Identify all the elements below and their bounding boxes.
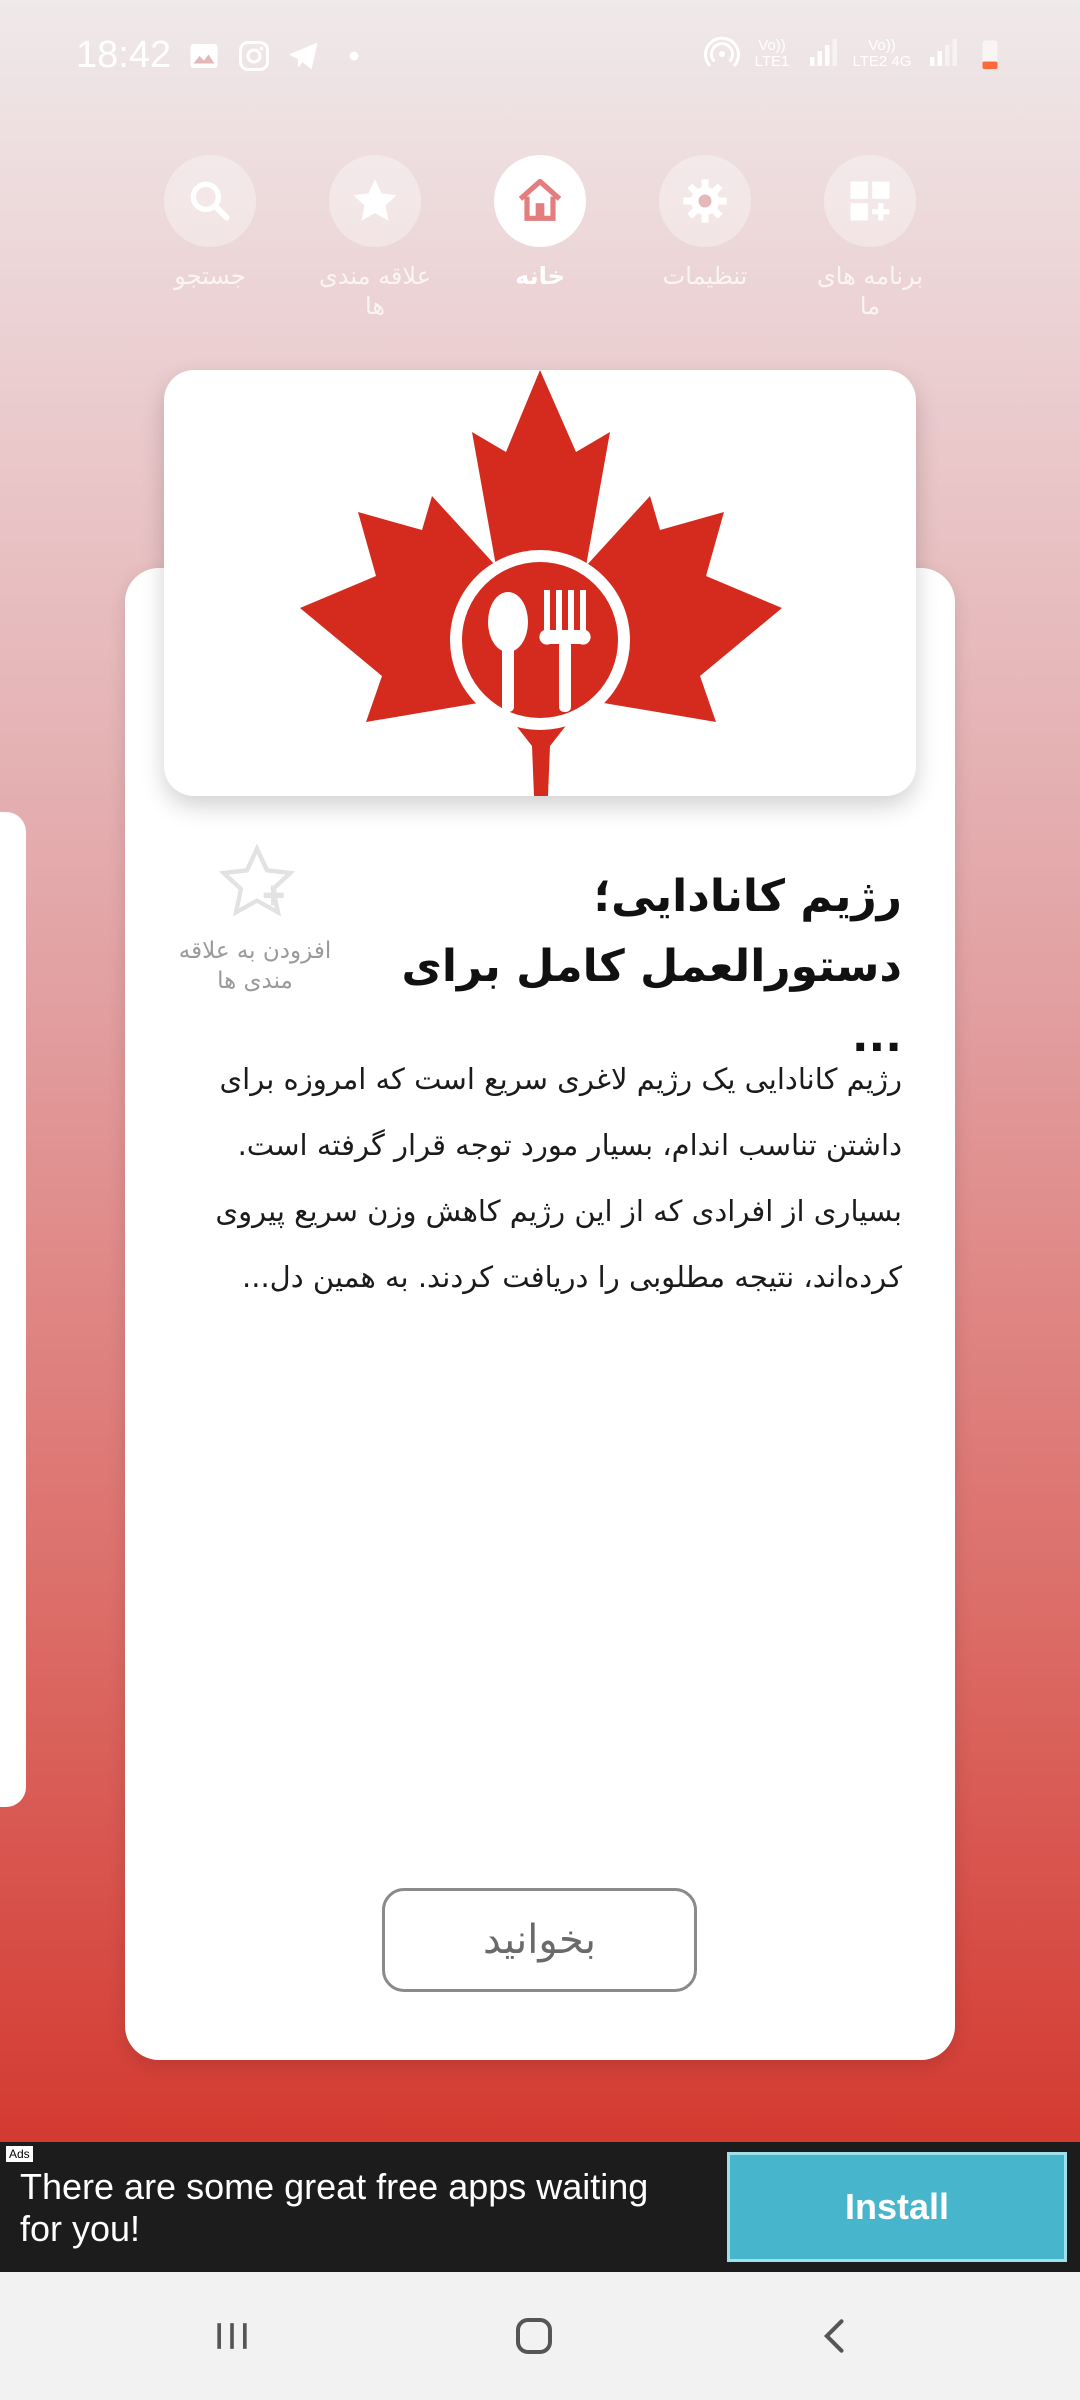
gallery-icon <box>186 38 222 74</box>
instagram-icon <box>236 38 272 74</box>
home-icon <box>514 175 566 227</box>
gear-icon <box>679 175 731 227</box>
sim1-network: Vo)) LTE1 <box>754 37 790 70</box>
back-chevron-icon <box>814 2314 858 2358</box>
nav-item-search[interactable] <box>150 155 270 335</box>
nav-label-our-apps: برنامه های ما <box>816 262 924 320</box>
nav-item-our-apps[interactable] <box>810 155 930 335</box>
add-favorite-star-icon[interactable] <box>217 842 297 922</box>
signal-icon-2 <box>924 36 960 72</box>
home-button[interactable] <box>502 2304 566 2368</box>
top-navigation <box>150 155 930 335</box>
ad-install-button[interactable]: Install <box>727 2152 1067 2262</box>
nav-item-favorites[interactable] <box>315 155 435 335</box>
ad-banner[interactable] <box>0 2142 1080 2272</box>
dot-icon <box>336 38 372 74</box>
search-icon <box>185 176 235 226</box>
article-title-line1: رژیم کانادایی؛ <box>593 871 902 922</box>
nav-label-settings: تنظیمات <box>662 262 748 290</box>
star-icon <box>349 175 401 227</box>
add-favorite-label[interactable]: افزودن به علاقه مندی ها <box>178 938 332 994</box>
ad-tag: Ads <box>6 2146 33 2162</box>
back-button[interactable] <box>804 2304 868 2368</box>
battery-icon <box>972 36 1008 72</box>
status-notification-icons <box>186 38 372 74</box>
status-time: 18:42 <box>76 34 172 76</box>
ad-text[interactable]: There are some great free apps waiting for you! <box>20 2166 649 2249</box>
article-excerpt: رژیم کانادایی یک رژیم لاغری سریع است که امروزه برای داشتن تناسب اندام، بسیار مورد توجه قرار گرفته است. بسیاری از افرادی که از این رژیم کاهش وزن سریع پیروی کرده‌اند، نتیجه مطلوبی را دریافت کردند. به همین دل... <box>215 1062 902 1294</box>
system-navigation-bar <box>0 2272 1080 2400</box>
maple-leaf-food-logo <box>164 370 916 796</box>
previous-article-card[interactable] <box>0 812 26 1807</box>
nav-label-home: خانه <box>515 262 565 290</box>
nav-item-home[interactable] <box>480 155 600 335</box>
article-title-line2: دستورالعمل کامل برای ... <box>401 941 902 1062</box>
recent-apps-button[interactable] <box>200 2304 264 2368</box>
article-title <box>342 862 902 1072</box>
nav-label-search: جستجو <box>174 262 246 290</box>
nav-label-favorites: علاقه مندی ها <box>318 262 432 320</box>
recent-apps-icon <box>210 2314 254 2358</box>
status-bar <box>0 0 1080 120</box>
grid-add-icon <box>844 175 896 227</box>
nav-item-settings[interactable] <box>645 155 765 335</box>
article-image <box>164 370 916 796</box>
hotspot-icon <box>704 36 740 72</box>
sim2-network: Vo)) LTE2 4G <box>852 37 912 70</box>
signal-icon <box>804 36 840 72</box>
telegram-icon <box>286 38 322 74</box>
read-button[interactable]: بخوانید <box>382 1888 697 1992</box>
status-system-icons <box>704 36 1008 72</box>
home-square-icon <box>510 2312 558 2360</box>
